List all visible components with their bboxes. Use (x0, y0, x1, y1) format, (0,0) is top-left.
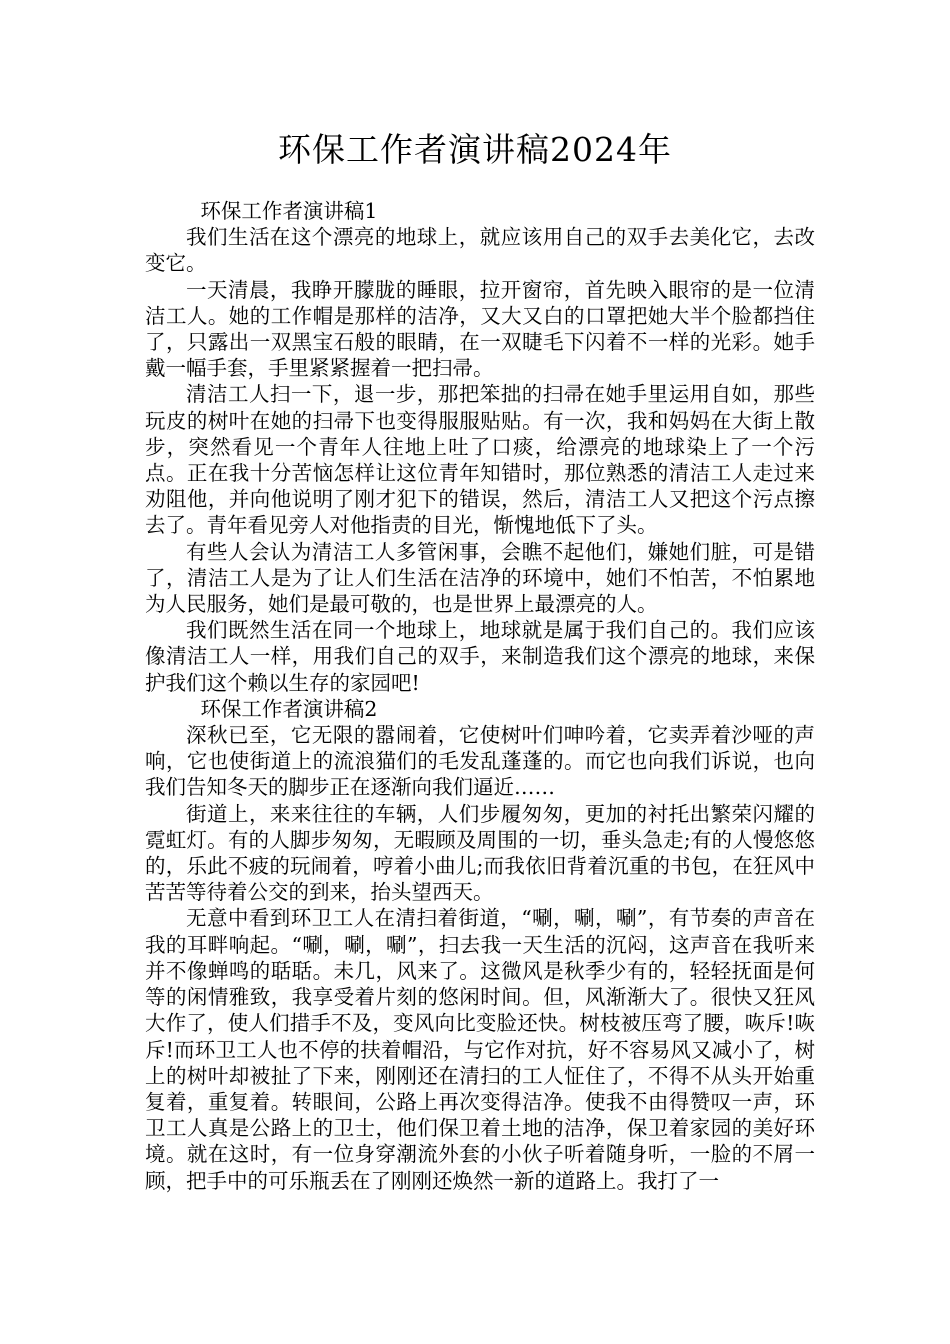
paragraph: 无意中看到环卫工人在清扫着街道，“唰，唰，唰”，有节奏的声音在我的耳畔响起。“唰，唰，唰”，扫去我一天生活的沉闷，这声音在我听来并不像蝉鸣的聒聒。未几，风来了。这微风是秋季少有的，轻轻抚面是何等的闲情雅致，我享受着片刻的悠闲时间。但，风渐渐大了。很快又狂风大作了，使人们措手不及，变风向比变脸还快。树枝被压弯了腰，咴斥!咴斥!而环卫工人也不停的扶着帽沿，与它作对抗，好不容易风又减小了，树上的树叶却被扯了下来，刚刚还在清扫的工人怔住了，不得不从头开始重复着，重复着。转眼间，公路上再次变得洁净。使我不由得赞叹一声，环卫工人真是公路上的卫士，他们保卫着土地的洁净，保卫着家园的美好环境。就在这时，有一位身穿潮流外套的小伙子听着随身听，一脸的不屑一顾，把手中的可乐瓶丢在了刚刚还焕然一新的道路上。我打了一 (145, 906, 815, 1193)
paragraph: 清洁工人扫一下，退一步，那把笨拙的扫帚在她手里运用自如，那些玩皮的树叶在她的扫帚下也变得服服贴贴。有一次，我和妈妈在大街上散步，突然看见一个青年人往地上吐了口痰，给漂亮的地球染上了一个污点。正在我十分苦恼怎样让这位青年知错时，那位熟悉的清洁工人走过来劝阻他，并向他说明了刚才犯下的错误，然后，清洁工人又把这个污点擦去了。青年看见旁人对他指责的目光，惭愧地低下了头。 (145, 382, 815, 538)
section-heading-2: 环保工作者演讲稿2 (200, 696, 378, 721)
paragraph: 我们既然生活在同一个地球上，地球就是属于我们自己的。我们应该像清洁工人一样，用我们自己的双手，来制造我们这个漂亮的地球，来保护我们这个赖以生存的家园吧! (145, 618, 815, 695)
section-heading-1: 环保工作者演讲稿1 (200, 199, 378, 223)
paragraph: 一天清晨，我睁开朦胧的睡眼，拉开窗帘，首先映入眼帘的是一位清洁工人。她的工作帽是那样的洁净，又大又白的口罩把她大半个脸都挡住了，只露出一双黑宝石般的眼睛，在一双睫毛下闪着不一样的光彩。她手戴一幅手套，手里紧紧握着一把扫帚。 (145, 277, 815, 381)
paragraph: 街道上，来来往往的车辆，人们步履匆匆，更加的衬托出繁荣闪耀的霓虹灯。有的人脚步匆匆，无暇顾及周围的一切，垂头急走;有的人慢悠悠的，乐此不疲的玩闹着，哼着小曲儿;而我依旧背着沉重的书包，在狂风中苦苦等待着公交的到来，抬头望西天。 (145, 801, 815, 905)
document-body (145, 198, 815, 1194)
paragraph: 有些人会认为清洁工人多管闲事，会瞧不起他们，嫌她们脏，可是错了，清洁工人是为了让人们生活在洁净的环境中，她们不怕苦，不怕累地为人民服务，她们是最可敬的，也是世界上最漂亮的人。 (145, 539, 815, 617)
paragraph: 深秋已至，它无限的嚣闹着，它使树叶们呻吟着，它卖弄着沙哑的声响，它也使街道上的流浪猫们的毛发乱蓬蓬的。而它也向我们诉说，也向我们告知冬天的脚步正在逐渐向我们逼近…… (145, 723, 815, 800)
paragraph: 我们生活在这个漂亮的地球上，就应该用自己的双手去美化它，去改变它。 (145, 225, 815, 276)
document-title: 环保工作者演讲稿2024年 (278, 130, 672, 169)
